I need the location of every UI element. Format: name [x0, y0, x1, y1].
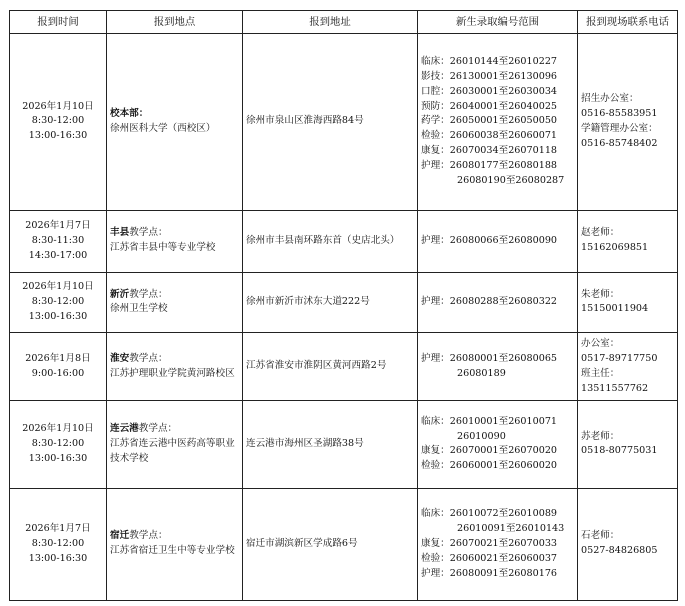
place-cell	[107, 272, 243, 332]
table-row	[10, 210, 678, 272]
range-line: 护理：26080001至26080065	[421, 352, 558, 364]
place-school: 徐州卫生学校	[110, 303, 168, 315]
phone-number: 0516-85583951	[581, 107, 658, 119]
range-line: 护理：26080177至26080188	[421, 159, 558, 171]
contact-label: 学籍管理办公室：	[581, 122, 658, 134]
place-suffix: 教学点：	[138, 423, 178, 435]
date-text: 2026年1月7日	[25, 522, 91, 534]
range-line: 护理：26080066至26080090	[421, 234, 558, 246]
time-text: 9:00-16:00	[31, 367, 85, 379]
date-text: 2026年1月10日	[22, 423, 94, 435]
range-line: 康复：26070021至26070033	[421, 537, 558, 549]
place-suffix: 教学点：	[129, 352, 168, 364]
phone-cell	[578, 272, 678, 332]
phone-cell	[578, 210, 678, 272]
place-school: 江苏省宿迁卫生中等专业学校	[110, 545, 235, 557]
phone-cell	[578, 488, 678, 600]
place-school: 江苏省丰县中等专业学校	[110, 242, 216, 254]
time-text: 14:30-17:00	[28, 249, 88, 261]
contact-label: 赵老师：	[581, 227, 620, 239]
date-text: 2026年1月10日	[22, 281, 94, 293]
address-cell: 江苏省淮安市淮阴区黄河西路2号	[243, 333, 418, 401]
phone-number: 0527-84826805	[581, 545, 658, 557]
table-row	[10, 401, 678, 488]
place-name: 连云港	[110, 423, 139, 435]
time-cell	[10, 488, 107, 600]
address-cell: 徐州市泉山区淮海西路84号	[243, 34, 418, 211]
range-cell	[418, 401, 578, 488]
range-cell	[418, 333, 578, 401]
range-line: 康复：26070034至26070118	[421, 145, 558, 157]
date-text: 2026年1月7日	[25, 219, 91, 231]
date-text: 2026年1月8日	[25, 352, 91, 364]
place-name: 新沂	[110, 288, 130, 300]
range-cell	[418, 488, 578, 600]
time-text: 13:00-16:30	[28, 130, 88, 142]
header-place: 报到地点	[107, 11, 243, 34]
time-text: 8:30-12:00	[31, 115, 85, 127]
range-line: 影技：26130001至26130096	[421, 70, 558, 82]
place-cell	[107, 401, 243, 488]
address-cell: 连云港市海州区圣湖路38号	[243, 401, 418, 488]
header-phone: 报到现场联系电话	[578, 11, 678, 34]
phone-number: 15162069851	[581, 242, 649, 254]
time-text: 8:30-12:00	[31, 296, 85, 307]
place-cell	[107, 488, 243, 600]
place-name: 丰县	[110, 227, 130, 239]
address-cell: 徐州市新沂市沭东大道222号	[243, 272, 418, 332]
range-line: 检验：26060021至26060037	[421, 552, 558, 564]
range-line: 预防：26040001至26040025	[421, 100, 558, 112]
contact-label: 班主任：	[581, 367, 620, 379]
place-suffix: 教学点：	[129, 288, 168, 300]
address-cell: 徐州市丰县南环路东首（史店北头）	[243, 210, 418, 272]
range-line: 临床：26010001至26010071	[421, 415, 558, 427]
place-suffix: 教学点：	[129, 227, 168, 239]
range-line: 检验：26060001至26060020	[421, 460, 558, 472]
time-text: 8:30-11:30	[31, 234, 85, 246]
header-time: 报到时间	[10, 11, 107, 34]
range-line: 26010091至26010143	[457, 522, 565, 534]
range-line: 临床：26010144至26010227	[421, 55, 558, 67]
time-text: 8:30-12:00	[31, 537, 85, 549]
time-cell	[10, 333, 107, 401]
place-name: 宿迁	[110, 530, 130, 542]
time-text: 13:00-16:30	[28, 310, 88, 322]
range-line: 临床：26010072至26010089	[421, 508, 558, 520]
phone-number: 15150011904	[581, 303, 649, 315]
table-row	[10, 272, 678, 332]
range-cell	[418, 272, 578, 332]
range-line: 口腔：26030001至26030034	[421, 85, 558, 97]
range-line: 护理：26080091至26080176	[421, 567, 558, 579]
time-text: 13:00-16:30	[28, 452, 88, 464]
range-line: 康复：26070001至26070020	[421, 445, 558, 457]
header-row	[10, 11, 678, 34]
place-name: 淮安	[110, 352, 130, 364]
range-line: 26080190至26080287	[457, 174, 565, 186]
phone-number: 0517-89717750	[581, 352, 658, 364]
place-school: 江苏省连云港中医药高等职业技术学校	[110, 437, 235, 464]
range-cell	[418, 210, 578, 272]
range-line: 药学：26050001至26050050	[421, 115, 558, 127]
range-line: 26080189	[457, 367, 506, 379]
time-text: 8:30-12:00	[31, 437, 85, 449]
table-row	[10, 488, 678, 600]
contact-label: 石老师：	[581, 530, 620, 542]
range-line: 护理：26080288至26080322	[421, 296, 558, 307]
contact-label: 苏老师：	[581, 430, 620, 442]
header-range: 新生录取编号范围	[418, 11, 578, 34]
range-line: 26010090	[457, 430, 506, 442]
time-cell	[10, 210, 107, 272]
place-cell	[107, 333, 243, 401]
time-cell	[10, 34, 107, 211]
place-suffix: 教学点：	[129, 530, 168, 542]
contact-label: 办公室：	[581, 337, 620, 349]
phone-cell	[578, 34, 678, 211]
phone-number: 0518-80775031	[581, 445, 658, 457]
table-row	[10, 333, 678, 401]
time-cell	[10, 272, 107, 332]
place-name: 校本部：	[110, 107, 149, 119]
place-school: 江苏护理职业学院黄河路校区	[110, 367, 235, 379]
range-cell	[418, 34, 578, 211]
phone-number: 13511557762	[581, 382, 649, 394]
contact-label: 招生办公室：	[581, 93, 639, 105]
range-line: 检验：26060038至26060071	[421, 130, 558, 142]
date-text: 2026年1月10日	[22, 100, 94, 112]
address-cell: 宿迁市湖滨新区学成路6号	[243, 488, 418, 600]
registration-table	[9, 10, 678, 601]
header-address: 报到地址	[243, 11, 418, 34]
time-text: 13:00-16:30	[28, 552, 88, 564]
phone-cell	[578, 333, 678, 401]
place-school: 徐州医科大学（西校区）	[110, 122, 216, 134]
place-cell	[107, 210, 243, 272]
phone-number: 0516-85748402	[581, 137, 658, 149]
table-row	[10, 34, 678, 211]
time-cell	[10, 401, 107, 488]
phone-cell	[578, 401, 678, 488]
place-cell	[107, 34, 243, 211]
contact-label: 朱老师：	[581, 288, 620, 300]
